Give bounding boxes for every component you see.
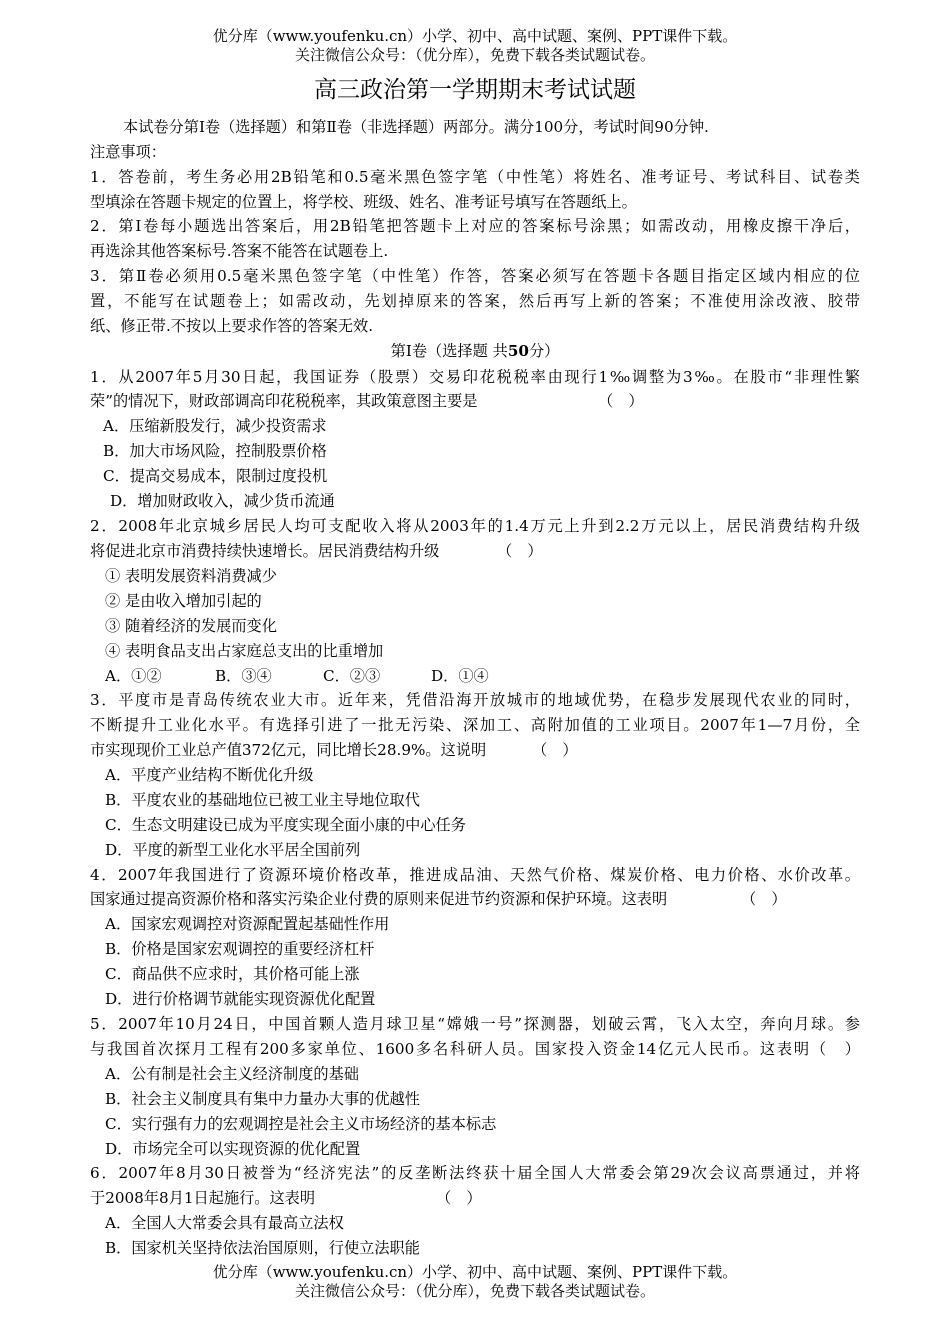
q1-option-c: C．提高交易成本，限制过度投机 <box>103 467 328 485</box>
q6-stem-line-1: 6．2007年8月30日被誉为“经济宪法”的反垄断法终获十届全国人大常委会第29次会议高票通过，并将 <box>90 1164 860 1182</box>
q4-stem-line-2: 国家通过提高资源价格和落实污染企业付费的原则来促进节约资源和保护环境。这表明 <box>90 890 668 908</box>
q5-option-d: D．市场完全可以实现资源的优化配置 <box>105 1140 361 1158</box>
q4-answer-paren: （ ） <box>741 890 787 908</box>
q3-stem-line-3: 市实现现价工业总产值372亿元，同比增长28.9%。这说明 <box>90 741 487 759</box>
q2-answer-paren: （ ） <box>497 542 543 560</box>
q2-statement-1: ① 表明发展资料消费减少 <box>105 567 277 585</box>
intro-text: 本试卷分第Ⅰ卷（选择题）和第Ⅱ卷（非选择题）两部分。满分100分，考试时间90分钟. <box>123 118 709 136</box>
notice-heading: 注意事项： <box>90 143 166 161</box>
q3-option-a: A．平度产业结构不断优化升级 <box>105 766 314 784</box>
q4-stem-line-1: 4．2007年我国进行了资源环境价格改革，推进成品油、天然气价格、煤炭价格、电力价格、水价改革。 <box>90 866 860 884</box>
notice-1-line-2: 型填涂在答题卡规定的位置上，将学校、班级、姓名、准考证号填写在答题纸上。 <box>90 193 637 211</box>
q5-stem-line-2: 与我国首次探月工程有200多家单位、1600多名科研人员。国家投入资金14亿元人民币。这表明（ ） <box>90 1040 860 1058</box>
q2-option-b: B．③④ <box>215 667 272 685</box>
q5-stem-line-1: 5．2007年10月24日，中国首颗人造月球卫星“嫦娥一号”探测器，划破云霄，飞入太空，奔向月球。参 <box>90 1015 860 1033</box>
notice-2-line-2: 再选涂其他答案标号.答案不能答在试题卷上. <box>90 242 389 260</box>
q2-option-a: A．①② <box>105 667 162 685</box>
footer-line-2: 关注微信公众号：（优分库），免费下载各类试题试卷。 <box>294 1282 655 1300</box>
footer-line-1: 优分库（www.youfenku.cn）小学、初中、高中试题、案例、PPT课件下载。 <box>212 1263 738 1281</box>
notice-3-line-2: 置，不能写在试题卷上；如需改动，先划掉原来的答案，然后再写上新的答案；不准使用涂改液、胶带 <box>90 292 860 310</box>
q4-option-d: D．进行价格调节就能实现资源优化配置 <box>105 990 376 1008</box>
notice-3-line-3: 纸、修正带.不按以上要求作答的答案无效. <box>90 317 374 335</box>
q6-option-b: B．国家机关坚持依法治国原则，行使立法职能 <box>105 1239 420 1257</box>
q2-statement-4: ④ 表明食品支出占家庭总支出的比重增加 <box>105 642 384 660</box>
q1-option-b: B．加大市场风险，控制股票价格 <box>103 442 327 460</box>
q5-option-c: C．实行强有力的宏观调控是社会主义市场经济的基本标志 <box>105 1115 497 1133</box>
q3-option-c: C．生态文明建设已成为平度实现全面小康的中心任务 <box>105 816 466 834</box>
q1-stem-line-1: 1．从2007年5月30日起，我国证券（股票）交易印花税税率由现行1‰调整为3‰。在股市“非理性繁 <box>90 368 860 386</box>
q2-statement-2: ② 是由收入增加引起的 <box>105 592 262 610</box>
q1-stem-line-2: 荣”的情况下，财政部调高印花税税率，其政策意图主要是 <box>90 392 478 410</box>
q2-stem-line-1: 2．2008年北京城乡居民人均可支配收入将从2003年的1.4万元上升到2.2万元以上，居民消费结构升级 <box>90 517 860 535</box>
q2-option-c: C．②③ <box>323 667 381 685</box>
q3-stem-line-1: 3．平度市是青岛传统农业大市。近年来，凭借沿海开放城市的地域优势，在稳步发展现代农业的同时， <box>90 691 860 709</box>
page-title: 高三政治第一学期期末考试试题 <box>314 77 636 103</box>
notice-2-line-1: 2．第Ⅰ卷每小题选出答案后，用2B铅笔把答题卡上对应的答案标号涂黑；如需改动，用橡皮擦干净后， <box>90 217 860 235</box>
q5-option-b: B．社会主义制度具有集中力量办大事的优越性 <box>105 1090 420 1108</box>
q6-stem-line-2: 于2008年8月1日起施行。这表明 <box>90 1189 316 1207</box>
q1-option-a: A．压缩新股发行，减少投资需求 <box>103 417 327 435</box>
header-line-2: 关注微信公众号：（优分库），免费下载各类试题试卷。 <box>294 46 655 64</box>
q6-option-a: A．全国人大常委会具有最高立法权 <box>105 1214 344 1232</box>
q3-stem-line-2: 不断提升工业化水平。有选择引进了一批无污染、深加工、高附加值的工业项目。2007年1—7月份，全 <box>90 716 860 734</box>
q4-option-b: B．价格是国家宏观调控的重要经济杠杆 <box>105 940 375 958</box>
q3-option-b: B．平度农业的基础地位已被工业主导地位取代 <box>105 791 420 809</box>
q2-statement-3: ③ 随着经济的发展而变化 <box>105 617 277 635</box>
q3-answer-paren: （ ） <box>532 741 578 759</box>
section-heading: 第Ⅰ卷（选择题 共50分） <box>390 342 560 360</box>
q1-answer-paren: （ ） <box>598 392 644 410</box>
q6-answer-paren: （ ） <box>436 1189 482 1207</box>
header-line-1: 优分库（www.youfenku.cn）小学、初中、高中试题、案例、PPT课件下载。 <box>212 27 738 45</box>
q5-option-a: A．公有制是社会主义经济制度的基础 <box>105 1065 359 1083</box>
q2-option-d: D．①④ <box>431 667 489 685</box>
q2-stem-line-2: 将促进北京市消费持续快速增长。居民消费结构升级 <box>90 542 440 560</box>
q4-option-a: A．国家宏观调控对资源配置起基础性作用 <box>105 915 390 933</box>
q3-option-d: D．平度的新型工业化水平居全国前列 <box>105 841 361 859</box>
q1-option-d: D．增加财政收入，减少货币流通 <box>110 492 335 510</box>
notice-3-line-1: 3．第Ⅱ卷必须用0.5毫米黑色签字笔（中性笔）作答，答案必须写在答题卡各题目指定区域内相应的位 <box>90 267 860 285</box>
notice-1-line-1: 1．答卷前，考生务必用2B铅笔和0.5毫米黑色签字笔（中性笔）将姓名、准考证号、考试科目、试卷类 <box>90 168 860 186</box>
q4-option-c: C．商品供不应求时，其价格可能上涨 <box>105 965 360 983</box>
